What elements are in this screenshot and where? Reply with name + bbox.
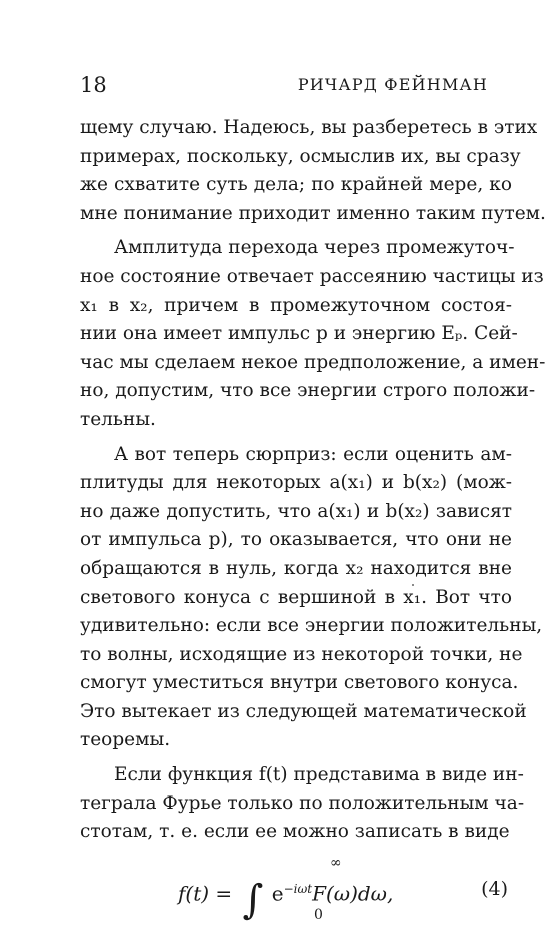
text-line: плитуды для некоторых a(x₁) и b(x₂) (мож- xyxy=(80,472,512,494)
text-line: же схватите суть дела; по крайней мере, ко xyxy=(80,174,512,196)
text-line: теоремы. xyxy=(80,729,171,751)
text-line: но, допустим, что все энергии строго положи- xyxy=(80,380,536,402)
integral-sign: ∫ xyxy=(242,876,264,923)
text-line: примерах, поскольку, осмыслив их, вы сразу xyxy=(80,145,521,167)
text-line: тельны. xyxy=(80,408,156,430)
paragraphs xyxy=(80,114,546,847)
text-line: щему случаю. Надеюсь, вы разберетесь в этих xyxy=(80,117,538,138)
text-line: Амплитуда перехода через промежуточ- xyxy=(114,237,515,259)
equation-4 xyxy=(80,855,512,921)
text-line: x₁ в x₂, причем в промежуточном состоя- xyxy=(80,294,512,316)
text-line: мне понимание приходит именно таким путем. xyxy=(80,202,546,224)
text-line: А вот теперь сюрприз: если оценить ам- xyxy=(114,443,512,465)
integrand-rest: F(ω)dω, xyxy=(312,881,394,906)
text-line: от импульса p), то оказывается, что они не xyxy=(80,529,512,551)
text-line: Это вытекает из следующей математической xyxy=(80,700,527,722)
text-line: светового конуса с вершиной в x₁. Вот что xyxy=(80,586,512,608)
text-line: теграла Фурье только по положительным ча- xyxy=(80,792,525,814)
text-line: то волны, исходящие из некоторой точки, не xyxy=(80,643,523,665)
text-line: стотам, т. е. если ее можно записать в виде xyxy=(80,821,510,843)
text-line: Если функция f(t) представима в виде ин- xyxy=(114,764,524,786)
integrand-base: e xyxy=(271,881,284,906)
print-speck xyxy=(412,584,414,586)
text-line: час мы сделаем некое предположение, а имен- xyxy=(80,351,546,373)
equation-number: (4) xyxy=(481,877,508,900)
text-line: ное состояние отвечает рассеянию частицы из xyxy=(80,265,544,287)
integral-lower-limit: 0 xyxy=(314,906,323,923)
page-header xyxy=(80,70,488,100)
text-line: но даже допустить, что a(x₁) и b(x₂) зависят xyxy=(80,500,512,522)
page-number: 18 xyxy=(80,73,107,97)
text-line: нии она имеет импульс p и энергию Eₚ. Сей- xyxy=(80,323,518,345)
integral-upper-limit: ∞ xyxy=(330,854,342,871)
integrand-exponent: −iωt xyxy=(283,881,313,896)
formula-lhs: f(t) = xyxy=(178,881,233,906)
text-line: обращаются в нуль, когда x₂ находится вне xyxy=(80,557,512,579)
formula xyxy=(178,854,394,930)
text-line: удивительно: если все энергии положительны, xyxy=(80,615,543,637)
running-head: РИЧАРД ФЕЙНМАН xyxy=(297,75,488,94)
text-line: смогут уместиться внутри светового конуса. xyxy=(80,672,519,694)
